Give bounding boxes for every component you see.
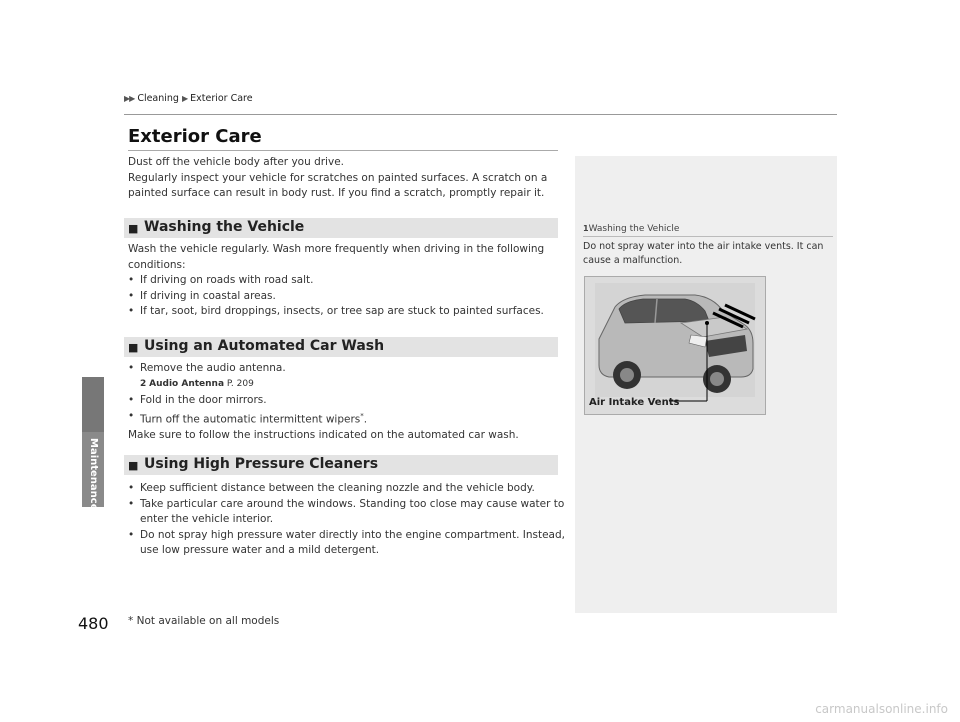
list-item-line: • Take particular care around the windows. Standing too close may cause water to	[140, 497, 565, 510]
list-item	[128, 497, 568, 528]
header-rule	[124, 114, 837, 115]
black-square-icon: ■	[128, 341, 139, 354]
footnote-marker: *	[360, 411, 364, 420]
note-line-1: Do not spray water into the air intake vents. It can	[583, 241, 824, 252]
list-item: • If tar, soot, bird droppings, insects, or tree sap are stuck to painted surfaces.	[128, 304, 568, 320]
list-item: • Fold in the door mirrors.	[128, 393, 568, 409]
intro-text	[128, 155, 568, 202]
black-square-icon: ■	[128, 222, 139, 235]
list-item-end: .	[363, 413, 368, 425]
double-arrow-icon: ▶▶	[124, 94, 135, 103]
section-heading-label: Using High Pressure Cleaners	[144, 456, 379, 472]
note-heading-label: Washing the Vehicle	[588, 224, 680, 234]
footnote: * Not available on all models	[128, 615, 280, 627]
washing-body	[128, 242, 568, 320]
list-item: • Keep sufficient distance between the cleaning nozzle and the vehicle body.	[128, 481, 568, 497]
title-rule	[128, 150, 558, 151]
car-icon	[585, 277, 765, 414]
watermark: carmanualsonline.info	[815, 702, 948, 716]
figure-caption: Air Intake Vents	[589, 397, 680, 408]
washing-bullets	[128, 273, 568, 320]
list-item	[128, 528, 568, 559]
xref-title: Audio Antenna	[149, 378, 225, 389]
section-heading-automated	[124, 337, 558, 357]
washing-para-1: Wash the vehicle regularly. Wash more frequently when driving in the following	[128, 243, 545, 255]
breadcrumb-item-cleaning[interactable]: Cleaning	[137, 93, 179, 104]
note-text	[583, 240, 831, 268]
list-item: • Remove the audio antenna.	[128, 361, 568, 377]
note-icon: 1	[583, 224, 589, 233]
intro-line-1: Dust off the vehicle body after you drive.	[128, 156, 344, 168]
section-heading-high-pressure	[124, 455, 558, 475]
section-heading-washing	[124, 218, 558, 238]
list-item	[128, 409, 568, 428]
intro-line-3: painted surface can result in body rust. If you find a scratch, promptly repair it.	[128, 187, 545, 199]
note-line-2: cause a malfunction.	[583, 255, 683, 266]
page-number: 480	[78, 614, 109, 633]
list-item: • If driving in coastal areas.	[128, 289, 568, 305]
breadcrumb-item-exterior-care[interactable]: Exterior Care	[190, 93, 253, 104]
note-rule	[583, 236, 833, 237]
page-title: Exterior Care	[128, 126, 262, 147]
black-square-icon: ■	[128, 459, 139, 472]
reference-arrow-icon: 2	[140, 378, 147, 389]
washing-para-2: conditions:	[128, 258, 186, 271]
arrow-icon: ▶	[181, 94, 188, 103]
list-item-line: use low pressure water and a mild detergent.	[140, 544, 380, 556]
side-tab-upper	[82, 377, 104, 432]
section-heading-label: Using an Automated Car Wash	[144, 338, 385, 354]
breadcrumb	[124, 93, 253, 104]
list-item-text: Turn off the automatic intermittent wipers	[140, 413, 361, 425]
note-heading	[583, 224, 679, 234]
car-illustration	[584, 276, 766, 415]
section-heading-label: Washing the Vehicle	[144, 219, 305, 235]
automated-body	[128, 361, 568, 443]
high-pressure-body	[128, 481, 568, 559]
side-tab-label: Maintenance	[88, 438, 99, 511]
intro-line-2: Regularly inspect your vehicle for scratches on painted surfaces. A scratch on a	[128, 171, 548, 184]
automated-closing: Make sure to follow the instructions indicated on the automated car wash.	[128, 428, 519, 441]
list-item-line: enter the vehicle interior.	[140, 513, 274, 525]
cross-reference-link[interactable]	[128, 377, 568, 393]
xref-page: P. 209	[226, 378, 254, 389]
list-item: • If driving on roads with road salt.	[128, 273, 568, 289]
list-item-line: • Do not spray high pressure water directly into the engine compartment. Instead,	[140, 528, 565, 541]
